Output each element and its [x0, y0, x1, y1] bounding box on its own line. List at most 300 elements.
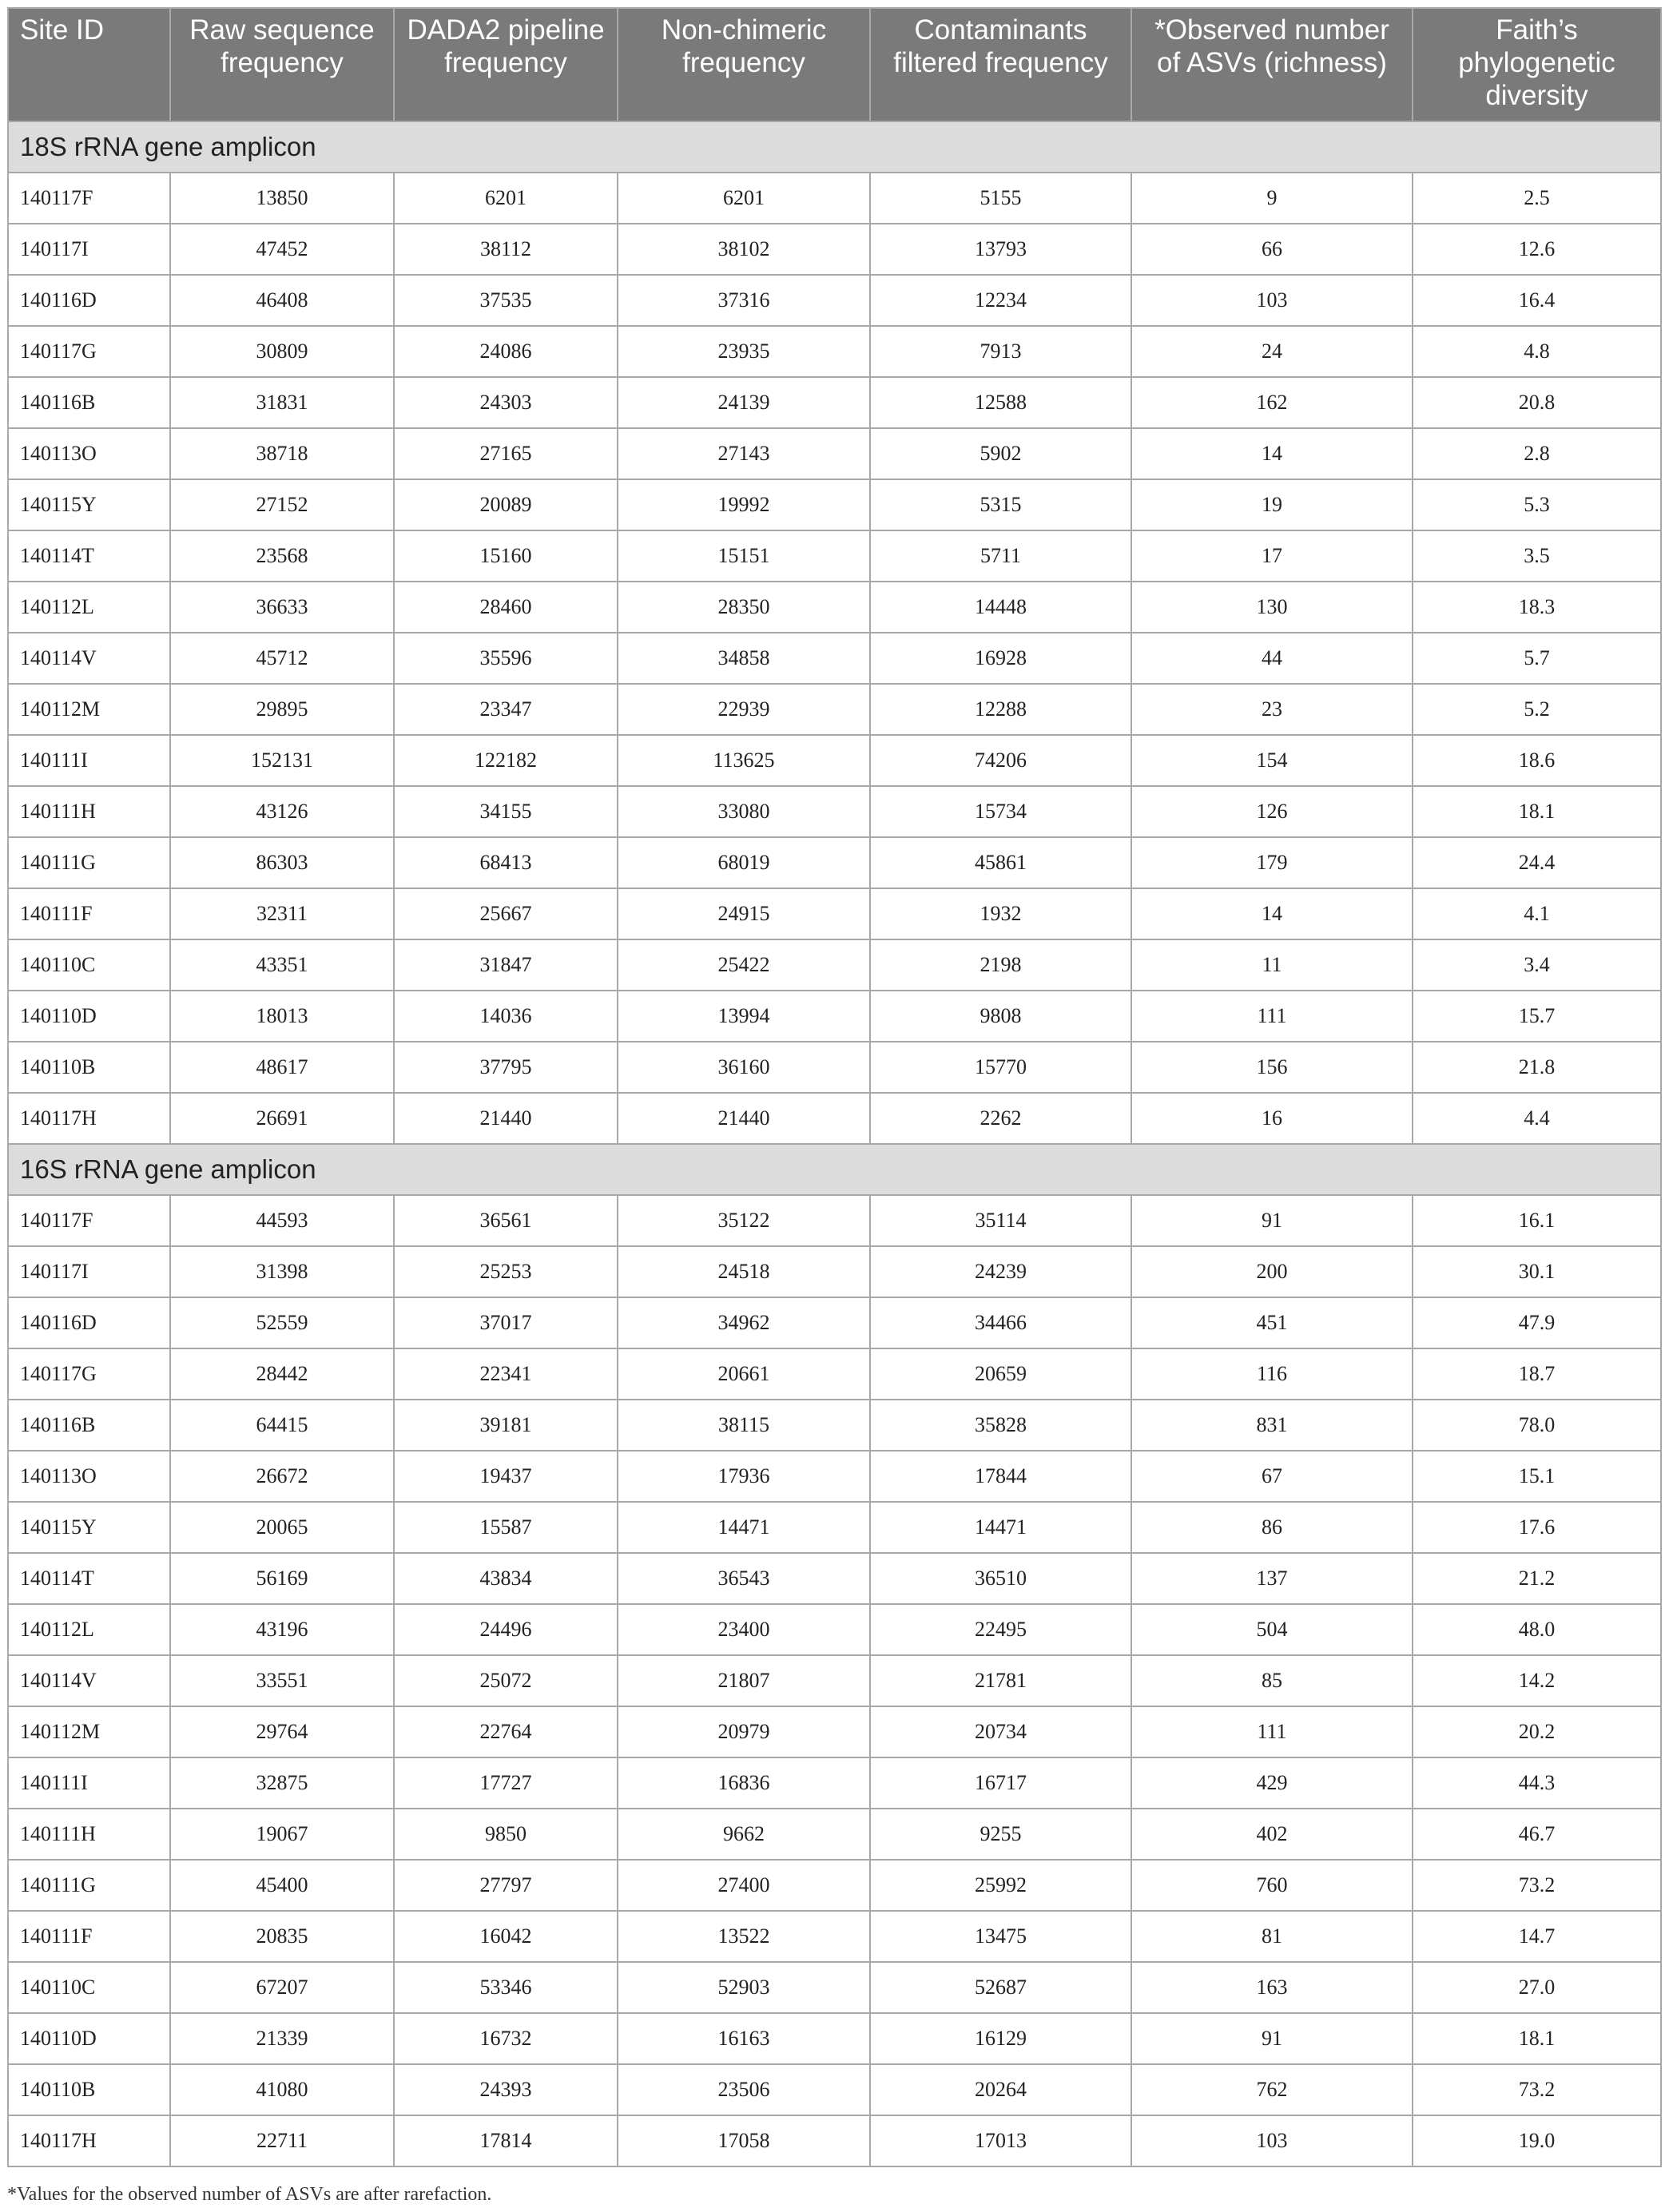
- dada2-pipeline-frequency-cell: 25072: [394, 1655, 618, 1706]
- non-chimeric-frequency-cell: 34962: [618, 1297, 870, 1348]
- header-site-id: Site ID: [8, 8, 170, 121]
- raw-sequence-frequency-cell: 41080: [170, 2064, 394, 2115]
- site-id-cell: 140117F: [8, 173, 170, 224]
- table-row: [8, 1553, 1661, 1604]
- dada2-pipeline-frequency-cell: 9850: [394, 1809, 618, 1860]
- faiths-pd-cell: 48.0: [1413, 1604, 1661, 1655]
- non-chimeric-frequency-cell: 28350: [618, 582, 870, 633]
- table-row: [8, 684, 1661, 735]
- observed-asvs-cell: 156: [1131, 1042, 1413, 1093]
- raw-sequence-frequency-cell: 26691: [170, 1093, 394, 1144]
- site-id-cell: 140110C: [8, 1962, 170, 2013]
- table-row: [8, 1348, 1661, 1400]
- faiths-pd-cell: 20.8: [1413, 377, 1661, 428]
- raw-sequence-frequency-cell: 43196: [170, 1604, 394, 1655]
- raw-sequence-frequency-cell: 27152: [170, 479, 394, 530]
- observed-asvs-cell: 66: [1131, 224, 1413, 275]
- faiths-pd-cell: 17.6: [1413, 1502, 1661, 1553]
- contaminants-filtered-frequency-cell: 20659: [870, 1348, 1131, 1400]
- header-dada2-pipeline-frequency: DADA2 pipeline frequency: [394, 8, 618, 121]
- contaminants-filtered-frequency-cell: 13475: [870, 1911, 1131, 1962]
- data-table: [7, 7, 1662, 2167]
- site-id-cell: 140111I: [8, 1757, 170, 1809]
- observed-asvs-cell: 17: [1131, 530, 1413, 582]
- dada2-pipeline-frequency-cell: 38112: [394, 224, 618, 275]
- site-id-cell: 140113O: [8, 428, 170, 479]
- faiths-pd-cell: 18.1: [1413, 786, 1661, 837]
- dada2-pipeline-frequency-cell: 24086: [394, 326, 618, 377]
- dada2-pipeline-frequency-cell: 37017: [394, 1297, 618, 1348]
- raw-sequence-frequency-cell: 86303: [170, 837, 394, 888]
- observed-asvs-cell: 429: [1131, 1757, 1413, 1809]
- contaminants-filtered-frequency-cell: 5155: [870, 173, 1131, 224]
- non-chimeric-frequency-cell: 23506: [618, 2064, 870, 2115]
- raw-sequence-frequency-cell: 19067: [170, 1809, 394, 1860]
- dada2-pipeline-frequency-cell: 34155: [394, 786, 618, 837]
- raw-sequence-frequency-cell: 31831: [170, 377, 394, 428]
- observed-asvs-cell: 9: [1131, 173, 1413, 224]
- faiths-pd-cell: 21.2: [1413, 1553, 1661, 1604]
- raw-sequence-frequency-cell: 33551: [170, 1655, 394, 1706]
- faiths-pd-cell: 78.0: [1413, 1400, 1661, 1451]
- raw-sequence-frequency-cell: 18013: [170, 991, 394, 1042]
- header-row: [8, 8, 1661, 121]
- non-chimeric-frequency-cell: 34858: [618, 633, 870, 684]
- faiths-pd-cell: 15.7: [1413, 991, 1661, 1042]
- site-id-cell: 140111F: [8, 1911, 170, 1962]
- observed-asvs-cell: 137: [1131, 1553, 1413, 1604]
- non-chimeric-frequency-cell: 15151: [618, 530, 870, 582]
- non-chimeric-frequency-cell: 13522: [618, 1911, 870, 1962]
- site-id-cell: 140116D: [8, 275, 170, 326]
- observed-asvs-cell: 126: [1131, 786, 1413, 837]
- observed-asvs-cell: 85: [1131, 1655, 1413, 1706]
- table-row: [8, 1655, 1661, 1706]
- observed-asvs-cell: 14: [1131, 428, 1413, 479]
- table-row: [8, 633, 1661, 684]
- faiths-pd-cell: 16.1: [1413, 1195, 1661, 1246]
- observed-asvs-cell: 762: [1131, 2064, 1413, 2115]
- dada2-pipeline-frequency-cell: 35596: [394, 633, 618, 684]
- site-id-cell: 140116B: [8, 1400, 170, 1451]
- raw-sequence-frequency-cell: 30809: [170, 326, 394, 377]
- site-id-cell: 140115Y: [8, 1502, 170, 1553]
- observed-asvs-cell: 154: [1131, 735, 1413, 786]
- non-chimeric-frequency-cell: 19992: [618, 479, 870, 530]
- non-chimeric-frequency-cell: 22939: [618, 684, 870, 735]
- table-row: [8, 888, 1661, 939]
- contaminants-filtered-frequency-cell: 34466: [870, 1297, 1131, 1348]
- table-row: [8, 2115, 1661, 2166]
- dada2-pipeline-frequency-cell: 122182: [394, 735, 618, 786]
- raw-sequence-frequency-cell: 152131: [170, 735, 394, 786]
- observed-asvs-cell: 130: [1131, 582, 1413, 633]
- observed-asvs-cell: 111: [1131, 991, 1413, 1042]
- observed-asvs-cell: 24: [1131, 326, 1413, 377]
- contaminants-filtered-frequency-cell: 17013: [870, 2115, 1131, 2166]
- table-row: [8, 1246, 1661, 1297]
- faiths-pd-cell: 2.8: [1413, 428, 1661, 479]
- dada2-pipeline-frequency-cell: 24496: [394, 1604, 618, 1655]
- non-chimeric-frequency-cell: 27143: [618, 428, 870, 479]
- faiths-pd-cell: 30.1: [1413, 1246, 1661, 1297]
- non-chimeric-frequency-cell: 25422: [618, 939, 870, 991]
- faiths-pd-cell: 14.7: [1413, 1911, 1661, 1962]
- site-id-cell: 140114V: [8, 633, 170, 684]
- header-observed-asvs: *Observed number of ASVs (richness): [1131, 8, 1413, 121]
- contaminants-filtered-frequency-cell: 52687: [870, 1962, 1131, 2013]
- contaminants-filtered-frequency-cell: 12288: [870, 684, 1131, 735]
- dada2-pipeline-frequency-cell: 15160: [394, 530, 618, 582]
- contaminants-filtered-frequency-cell: 9808: [870, 991, 1131, 1042]
- faiths-pd-cell: 19.0: [1413, 2115, 1661, 2166]
- contaminants-filtered-frequency-cell: 35828: [870, 1400, 1131, 1451]
- dada2-pipeline-frequency-cell: 24393: [394, 2064, 618, 2115]
- table-row: [8, 1400, 1661, 1451]
- contaminants-filtered-frequency-cell: 12588: [870, 377, 1131, 428]
- non-chimeric-frequency-cell: 24518: [618, 1246, 870, 1297]
- raw-sequence-frequency-cell: 32311: [170, 888, 394, 939]
- dada2-pipeline-frequency-cell: 20089: [394, 479, 618, 530]
- faiths-pd-cell: 27.0: [1413, 1962, 1661, 2013]
- faiths-pd-cell: 44.3: [1413, 1757, 1661, 1809]
- header-faiths-phylogenetic-diversity: Faith’s phylogenetic diversity: [1413, 8, 1661, 121]
- table-row: [8, 377, 1661, 428]
- observed-asvs-cell: 19: [1131, 479, 1413, 530]
- dada2-pipeline-frequency-cell: 39181: [394, 1400, 618, 1451]
- observed-asvs-cell: 86: [1131, 1502, 1413, 1553]
- faiths-pd-cell: 73.2: [1413, 1860, 1661, 1911]
- table-row: [8, 582, 1661, 633]
- non-chimeric-frequency-cell: 52903: [618, 1962, 870, 2013]
- faiths-pd-cell: 12.6: [1413, 224, 1661, 275]
- dada2-pipeline-frequency-cell: 16042: [394, 1911, 618, 1962]
- observed-asvs-cell: 200: [1131, 1246, 1413, 1297]
- dada2-pipeline-frequency-cell: 43834: [394, 1553, 618, 1604]
- table-row: [8, 735, 1661, 786]
- non-chimeric-frequency-cell: 33080: [618, 786, 870, 837]
- observed-asvs-cell: 16: [1131, 1093, 1413, 1144]
- non-chimeric-frequency-cell: 16836: [618, 1757, 870, 1809]
- dada2-pipeline-frequency-cell: 19437: [394, 1451, 618, 1502]
- table-header: [8, 8, 1661, 121]
- faiths-pd-cell: 5.3: [1413, 479, 1661, 530]
- observed-asvs-cell: 116: [1131, 1348, 1413, 1400]
- observed-asvs-cell: 451: [1131, 1297, 1413, 1348]
- contaminants-filtered-frequency-cell: 20264: [870, 2064, 1131, 2115]
- non-chimeric-frequency-cell: 9662: [618, 1809, 870, 1860]
- table-body: [8, 121, 1661, 2166]
- dada2-pipeline-frequency-cell: 25667: [394, 888, 618, 939]
- site-id-cell: 140111I: [8, 735, 170, 786]
- table-row: [8, 275, 1661, 326]
- dada2-pipeline-frequency-cell: 14036: [394, 991, 618, 1042]
- raw-sequence-frequency-cell: 26672: [170, 1451, 394, 1502]
- observed-asvs-cell: 23: [1131, 684, 1413, 735]
- site-id-cell: 140112M: [8, 684, 170, 735]
- site-id-cell: 140113O: [8, 1451, 170, 1502]
- site-id-cell: 140117G: [8, 1348, 170, 1400]
- faiths-pd-cell: 16.4: [1413, 275, 1661, 326]
- dada2-pipeline-frequency-cell: 36561: [394, 1195, 618, 1246]
- contaminants-filtered-frequency-cell: 9255: [870, 1809, 1131, 1860]
- faiths-pd-cell: 18.1: [1413, 2013, 1661, 2064]
- faiths-pd-cell: 15.1: [1413, 1451, 1661, 1502]
- site-id-cell: 140110D: [8, 2013, 170, 2064]
- table-row: [8, 837, 1661, 888]
- table-row: [8, 173, 1661, 224]
- faiths-pd-cell: 24.4: [1413, 837, 1661, 888]
- site-id-cell: 140110C: [8, 939, 170, 991]
- observed-asvs-cell: 831: [1131, 1400, 1413, 1451]
- faiths-pd-cell: 18.7: [1413, 1348, 1661, 1400]
- table-row: [8, 1451, 1661, 1502]
- faiths-pd-cell: 18.6: [1413, 735, 1661, 786]
- contaminants-filtered-frequency-cell: 36510: [870, 1553, 1131, 1604]
- non-chimeric-frequency-cell: 21807: [618, 1655, 870, 1706]
- faiths-pd-cell: 46.7: [1413, 1809, 1661, 1860]
- faiths-pd-cell: 73.2: [1413, 2064, 1661, 2115]
- faiths-pd-cell: 47.9: [1413, 1297, 1661, 1348]
- header-non-chimeric-frequency: Non-chimeric frequency: [618, 8, 870, 121]
- site-id-cell: 140111G: [8, 837, 170, 888]
- site-id-cell: 140116B: [8, 377, 170, 428]
- contaminants-filtered-frequency-cell: 25992: [870, 1860, 1131, 1911]
- site-id-cell: 140112L: [8, 1604, 170, 1655]
- section-title: 16S rRNA gene amplicon: [8, 1144, 1661, 1195]
- observed-asvs-cell: 111: [1131, 1706, 1413, 1757]
- contaminants-filtered-frequency-cell: 16717: [870, 1757, 1131, 1809]
- table-row: [8, 1042, 1661, 1093]
- non-chimeric-frequency-cell: 23935: [618, 326, 870, 377]
- raw-sequence-frequency-cell: 28442: [170, 1348, 394, 1400]
- observed-asvs-cell: 103: [1131, 2115, 1413, 2166]
- observed-asvs-cell: 162: [1131, 377, 1413, 428]
- observed-asvs-cell: 91: [1131, 2013, 1413, 2064]
- raw-sequence-frequency-cell: 23568: [170, 530, 394, 582]
- faiths-pd-cell: 5.7: [1413, 633, 1661, 684]
- table-row: [8, 1809, 1661, 1860]
- table-row: [8, 939, 1661, 991]
- observed-asvs-cell: 14: [1131, 888, 1413, 939]
- dada2-pipeline-frequency-cell: 28460: [394, 582, 618, 633]
- dada2-pipeline-frequency-cell: 24303: [394, 377, 618, 428]
- table-row: [8, 2013, 1661, 2064]
- table-row: [8, 1502, 1661, 1553]
- contaminants-filtered-frequency-cell: 24239: [870, 1246, 1131, 1297]
- non-chimeric-frequency-cell: 36543: [618, 1553, 870, 1604]
- dada2-pipeline-frequency-cell: 37535: [394, 275, 618, 326]
- contaminants-filtered-frequency-cell: 5315: [870, 479, 1131, 530]
- site-id-cell: 140117I: [8, 224, 170, 275]
- dada2-pipeline-frequency-cell: 23347: [394, 684, 618, 735]
- site-id-cell: 140111F: [8, 888, 170, 939]
- contaminants-filtered-frequency-cell: 5711: [870, 530, 1131, 582]
- non-chimeric-frequency-cell: 38115: [618, 1400, 870, 1451]
- dada2-pipeline-frequency-cell: 27797: [394, 1860, 618, 1911]
- raw-sequence-frequency-cell: 44593: [170, 1195, 394, 1246]
- contaminants-filtered-frequency-cell: 15770: [870, 1042, 1131, 1093]
- faiths-pd-cell: 4.4: [1413, 1093, 1661, 1144]
- raw-sequence-frequency-cell: 45400: [170, 1860, 394, 1911]
- table-row: [8, 786, 1661, 837]
- observed-asvs-cell: 11: [1131, 939, 1413, 991]
- table-row: [8, 1962, 1661, 2013]
- contaminants-filtered-frequency-cell: 12234: [870, 275, 1131, 326]
- raw-sequence-frequency-cell: 46408: [170, 275, 394, 326]
- observed-asvs-cell: 504: [1131, 1604, 1413, 1655]
- dada2-pipeline-frequency-cell: 25253: [394, 1246, 618, 1297]
- non-chimeric-frequency-cell: 20979: [618, 1706, 870, 1757]
- site-id-cell: 140117I: [8, 1246, 170, 1297]
- contaminants-filtered-frequency-cell: 16928: [870, 633, 1131, 684]
- table-row: [8, 1706, 1661, 1757]
- non-chimeric-frequency-cell: 113625: [618, 735, 870, 786]
- raw-sequence-frequency-cell: 64415: [170, 1400, 394, 1451]
- table-row: [8, 1604, 1661, 1655]
- raw-sequence-frequency-cell: 32875: [170, 1757, 394, 1809]
- non-chimeric-frequency-cell: 14471: [618, 1502, 870, 1553]
- non-chimeric-frequency-cell: 17058: [618, 2115, 870, 2166]
- non-chimeric-frequency-cell: 24915: [618, 888, 870, 939]
- site-id-cell: 140117H: [8, 1093, 170, 1144]
- raw-sequence-frequency-cell: 13850: [170, 173, 394, 224]
- observed-asvs-cell: 44: [1131, 633, 1413, 684]
- raw-sequence-frequency-cell: 22711: [170, 2115, 394, 2166]
- contaminants-filtered-frequency-cell: 45861: [870, 837, 1131, 888]
- contaminants-filtered-frequency-cell: 7913: [870, 326, 1131, 377]
- section-header-row: [8, 1144, 1661, 1195]
- contaminants-filtered-frequency-cell: 14471: [870, 1502, 1131, 1553]
- footnote: *Values for the observed number of ASVs are after rarefaction.: [7, 2184, 492, 2205]
- dada2-pipeline-frequency-cell: 22341: [394, 1348, 618, 1400]
- raw-sequence-frequency-cell: 43351: [170, 939, 394, 991]
- non-chimeric-frequency-cell: 37316: [618, 275, 870, 326]
- raw-sequence-frequency-cell: 20835: [170, 1911, 394, 1962]
- site-id-cell: 140114V: [8, 1655, 170, 1706]
- observed-asvs-cell: 402: [1131, 1809, 1413, 1860]
- site-id-cell: 140111H: [8, 786, 170, 837]
- faiths-pd-cell: 2.5: [1413, 173, 1661, 224]
- section-header-row: [8, 121, 1661, 173]
- raw-sequence-frequency-cell: 43126: [170, 786, 394, 837]
- faiths-pd-cell: 18.3: [1413, 582, 1661, 633]
- non-chimeric-frequency-cell: 24139: [618, 377, 870, 428]
- table-row: [8, 428, 1661, 479]
- non-chimeric-frequency-cell: 27400: [618, 1860, 870, 1911]
- header-contaminants-filtered-frequency: Contaminants filtered frequency: [870, 8, 1131, 121]
- observed-asvs-cell: 179: [1131, 837, 1413, 888]
- dada2-pipeline-frequency-cell: 17727: [394, 1757, 618, 1809]
- section-title: 18S rRNA gene amplicon: [8, 121, 1661, 173]
- contaminants-filtered-frequency-cell: 2262: [870, 1093, 1131, 1144]
- site-id-cell: 140116D: [8, 1297, 170, 1348]
- table-row: [8, 1093, 1661, 1144]
- raw-sequence-frequency-cell: 29764: [170, 1706, 394, 1757]
- raw-sequence-frequency-cell: 67207: [170, 1962, 394, 2013]
- site-id-cell: 140117G: [8, 326, 170, 377]
- site-id-cell: 140112M: [8, 1706, 170, 1757]
- observed-asvs-cell: 760: [1131, 1860, 1413, 1911]
- non-chimeric-frequency-cell: 68019: [618, 837, 870, 888]
- dada2-pipeline-frequency-cell: 53346: [394, 1962, 618, 2013]
- raw-sequence-frequency-cell: 20065: [170, 1502, 394, 1553]
- table-container: [7, 7, 1660, 2167]
- dada2-pipeline-frequency-cell: 17814: [394, 2115, 618, 2166]
- faiths-pd-cell: 14.2: [1413, 1655, 1661, 1706]
- non-chimeric-frequency-cell: 16163: [618, 2013, 870, 2064]
- table-row: [8, 991, 1661, 1042]
- contaminants-filtered-frequency-cell: 2198: [870, 939, 1131, 991]
- dada2-pipeline-frequency-cell: 27165: [394, 428, 618, 479]
- contaminants-filtered-frequency-cell: 17844: [870, 1451, 1131, 1502]
- contaminants-filtered-frequency-cell: 1932: [870, 888, 1131, 939]
- observed-asvs-cell: 67: [1131, 1451, 1413, 1502]
- raw-sequence-frequency-cell: 29895: [170, 684, 394, 735]
- raw-sequence-frequency-cell: 38718: [170, 428, 394, 479]
- contaminants-filtered-frequency-cell: 16129: [870, 2013, 1131, 2064]
- non-chimeric-frequency-cell: 21440: [618, 1093, 870, 1144]
- contaminants-filtered-frequency-cell: 22495: [870, 1604, 1131, 1655]
- non-chimeric-frequency-cell: 6201: [618, 173, 870, 224]
- non-chimeric-frequency-cell: 23400: [618, 1604, 870, 1655]
- site-id-cell: 140110D: [8, 991, 170, 1042]
- site-id-cell: 140117H: [8, 2115, 170, 2166]
- raw-sequence-frequency-cell: 48617: [170, 1042, 394, 1093]
- contaminants-filtered-frequency-cell: 15734: [870, 786, 1131, 837]
- observed-asvs-cell: 163: [1131, 1962, 1413, 2013]
- contaminants-filtered-frequency-cell: 13793: [870, 224, 1131, 275]
- site-id-cell: 140114T: [8, 1553, 170, 1604]
- dada2-pipeline-frequency-cell: 21440: [394, 1093, 618, 1144]
- raw-sequence-frequency-cell: 45712: [170, 633, 394, 684]
- site-id-cell: 140110B: [8, 1042, 170, 1093]
- faiths-pd-cell: 3.5: [1413, 530, 1661, 582]
- faiths-pd-cell: 4.1: [1413, 888, 1661, 939]
- non-chimeric-frequency-cell: 20661: [618, 1348, 870, 1400]
- observed-asvs-cell: 81: [1131, 1911, 1413, 1962]
- raw-sequence-frequency-cell: 52559: [170, 1297, 394, 1348]
- contaminants-filtered-frequency-cell: 14448: [870, 582, 1131, 633]
- site-id-cell: 140111H: [8, 1809, 170, 1860]
- contaminants-filtered-frequency-cell: 5902: [870, 428, 1131, 479]
- table-row: [8, 1757, 1661, 1809]
- contaminants-filtered-frequency-cell: 74206: [870, 735, 1131, 786]
- non-chimeric-frequency-cell: 17936: [618, 1451, 870, 1502]
- faiths-pd-cell: 21.8: [1413, 1042, 1661, 1093]
- contaminants-filtered-frequency-cell: 21781: [870, 1655, 1131, 1706]
- site-id-cell: 140110B: [8, 2064, 170, 2115]
- table-row: [8, 2064, 1661, 2115]
- table-row: [8, 1860, 1661, 1911]
- contaminants-filtered-frequency-cell: 35114: [870, 1195, 1131, 1246]
- non-chimeric-frequency-cell: 38102: [618, 224, 870, 275]
- faiths-pd-cell: 4.8: [1413, 326, 1661, 377]
- dada2-pipeline-frequency-cell: 68413: [394, 837, 618, 888]
- table-row: [8, 326, 1661, 377]
- table-row: [8, 479, 1661, 530]
- raw-sequence-frequency-cell: 31398: [170, 1246, 394, 1297]
- observed-asvs-cell: 91: [1131, 1195, 1413, 1246]
- raw-sequence-frequency-cell: 56169: [170, 1553, 394, 1604]
- table-row: [8, 1195, 1661, 1246]
- observed-asvs-cell: 103: [1131, 275, 1413, 326]
- dada2-pipeline-frequency-cell: 31847: [394, 939, 618, 991]
- non-chimeric-frequency-cell: 13994: [618, 991, 870, 1042]
- non-chimeric-frequency-cell: 36160: [618, 1042, 870, 1093]
- table-row: [8, 530, 1661, 582]
- dada2-pipeline-frequency-cell: 15587: [394, 1502, 618, 1553]
